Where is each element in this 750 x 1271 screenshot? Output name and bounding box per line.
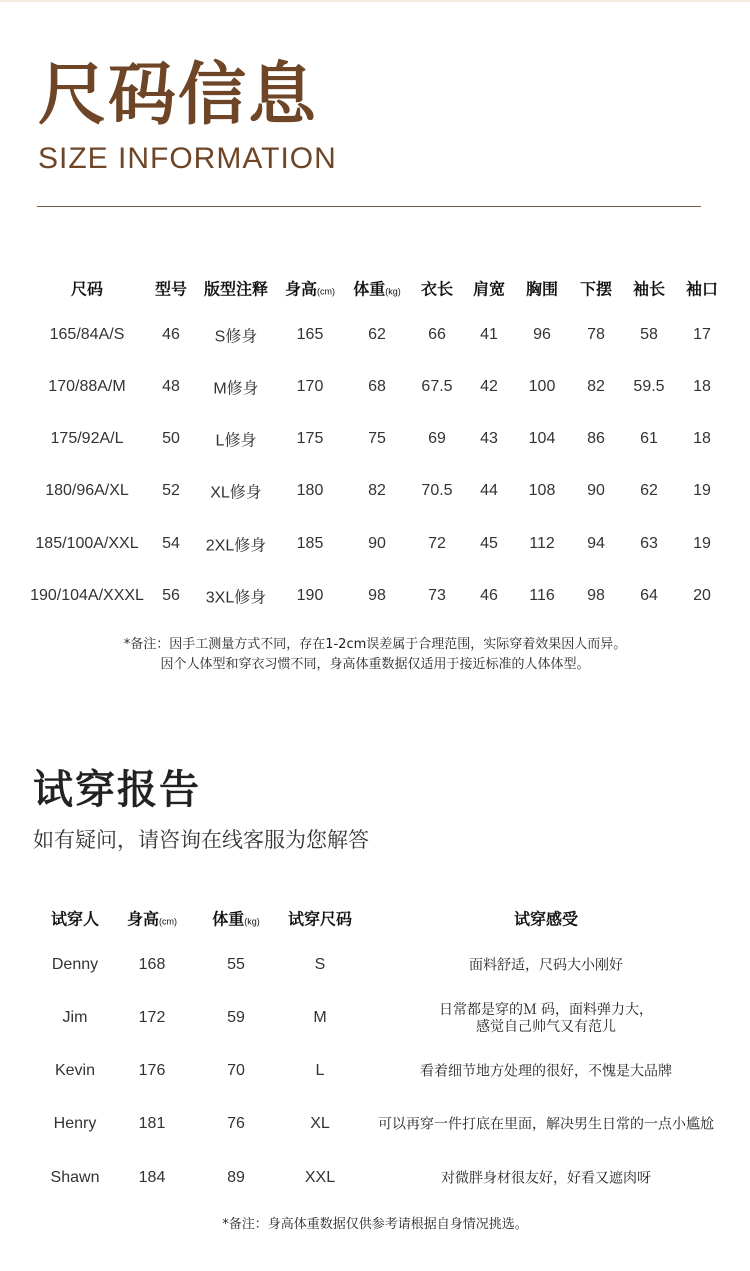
table-cell-text: 61 bbox=[640, 430, 658, 447]
table-cell-text: 175/92A/L bbox=[50, 430, 124, 447]
table-cell-text: 58 bbox=[640, 326, 658, 343]
table-cell bbox=[441, 1170, 651, 1187]
unit-label: (cm) bbox=[317, 286, 336, 297]
table-cell bbox=[55, 1062, 95, 1080]
table-cell bbox=[215, 324, 258, 347]
column-header bbox=[633, 277, 665, 300]
table-cell-text: 168 bbox=[138, 956, 166, 973]
table-cell bbox=[480, 535, 498, 553]
table-cell bbox=[139, 1062, 166, 1080]
table-cell-text: 98 bbox=[368, 587, 386, 604]
column-header bbox=[353, 277, 401, 300]
table-cell-text: 3XL修身 bbox=[205, 589, 267, 607]
table-cell bbox=[297, 326, 324, 344]
table-cell bbox=[63, 1009, 88, 1027]
column-header bbox=[127, 907, 177, 930]
table-cell-text: 70 bbox=[227, 1062, 245, 1079]
table-cell bbox=[297, 378, 324, 396]
table-cell-text: 180/96A/XL bbox=[45, 482, 129, 499]
table-cell bbox=[640, 587, 658, 605]
table-cell bbox=[368, 326, 386, 344]
table-cell-text: 面料舒适，尺码大小刚好 bbox=[469, 956, 623, 973]
table-cell bbox=[633, 378, 664, 396]
table-cell-text: Jim bbox=[62, 1009, 88, 1026]
table-cell-text: 52 bbox=[162, 482, 180, 499]
table-cell-text: 82 bbox=[368, 482, 386, 499]
table-cell bbox=[368, 587, 386, 605]
page-title: 尺码信息 bbox=[38, 56, 319, 135]
unit-label: (kg) bbox=[244, 916, 260, 927]
table-cell-text: 59.5 bbox=[633, 378, 665, 395]
column-header-text: 尺码 bbox=[70, 281, 104, 299]
table-cell-text: 172 bbox=[138, 1009, 166, 1026]
table-cell-text: 184 bbox=[138, 1169, 166, 1186]
table-cell bbox=[587, 378, 605, 396]
unit-label: (kg) bbox=[385, 286, 401, 297]
table-cell bbox=[368, 535, 386, 553]
table-cell bbox=[297, 587, 324, 605]
table-cell-text: 86 bbox=[587, 430, 605, 447]
table-cell bbox=[30, 587, 144, 605]
table-cell-text: 104 bbox=[528, 430, 556, 447]
table-cell-text: 2XL修身 bbox=[205, 537, 267, 555]
table-cell-text: Kevin bbox=[54, 1062, 96, 1079]
top-strip bbox=[0, 0, 750, 2]
table-cell-text: 18 bbox=[693, 378, 711, 395]
table-cell bbox=[428, 326, 446, 344]
column-header-text: 体重 bbox=[353, 281, 386, 299]
table-cell bbox=[227, 956, 245, 974]
table-cell bbox=[480, 326, 498, 344]
table-cell bbox=[693, 378, 711, 396]
table-cell bbox=[529, 535, 555, 553]
unit-label: (cm) bbox=[159, 916, 178, 927]
divider bbox=[37, 206, 701, 207]
table-cell-text: 41 bbox=[480, 326, 498, 343]
table-cell bbox=[480, 587, 498, 605]
table-cell-text: 190/104A/XXXL bbox=[30, 587, 144, 604]
table-cell-text: 43 bbox=[480, 430, 498, 447]
fitting-title: 试穿报告 bbox=[33, 767, 201, 813]
table-cell-text: 19 bbox=[693, 482, 711, 499]
table-cell-text: 46 bbox=[162, 326, 180, 343]
table-cell-text: Henry bbox=[53, 1115, 97, 1132]
column-header-text: 试穿感受 bbox=[513, 911, 579, 929]
table-cell-text: XL bbox=[310, 1115, 330, 1132]
table-cell bbox=[297, 535, 324, 553]
table-cell bbox=[421, 378, 452, 396]
table-cell bbox=[640, 430, 658, 448]
table-cell bbox=[139, 1009, 166, 1027]
table-cell-text: L bbox=[315, 1062, 325, 1079]
column-header bbox=[580, 277, 612, 300]
size-note-2: 因个人体型和穿衣习惯不同，身高体重数据仅适用于接近标准的人体体型。 bbox=[160, 657, 590, 672]
table-cell bbox=[529, 378, 556, 396]
column-header bbox=[288, 907, 352, 930]
table-cell-text: 76 bbox=[227, 1115, 245, 1132]
table-cell bbox=[693, 535, 711, 553]
table-cell-text: Denny bbox=[51, 956, 99, 973]
table-cell bbox=[297, 482, 324, 500]
table-cell bbox=[54, 1115, 97, 1133]
table-cell-text: 72 bbox=[428, 535, 446, 552]
table-cell-text: 68 bbox=[368, 378, 386, 395]
table-cell-text: 73 bbox=[428, 587, 446, 604]
table-cell bbox=[35, 535, 138, 553]
table-cell bbox=[428, 587, 446, 605]
fitting-subtitle: 如有疑问，请咨询在线客服为您解答 bbox=[33, 828, 369, 852]
table-cell bbox=[162, 587, 180, 605]
table-cell-text: 190 bbox=[296, 587, 324, 604]
column-header bbox=[155, 277, 187, 300]
table-cell-text: 日常都是穿的Ｍ 码，面料弹力大， 感觉自己帅气又有范儿 bbox=[439, 1001, 653, 1034]
table-cell-text: 59 bbox=[227, 1009, 245, 1026]
table-cell bbox=[529, 587, 555, 605]
table-cell bbox=[316, 1062, 325, 1080]
column-header bbox=[526, 277, 558, 300]
column-header bbox=[514, 907, 578, 930]
table-cell-text: 17 bbox=[693, 326, 711, 343]
table-cell bbox=[305, 1169, 335, 1187]
table-cell bbox=[693, 430, 711, 448]
table-cell-text: 70.5 bbox=[421, 482, 453, 499]
table-cell-text: 44 bbox=[480, 482, 498, 499]
table-cell bbox=[640, 326, 658, 344]
table-cell bbox=[162, 482, 180, 500]
table-cell bbox=[378, 1116, 714, 1133]
table-cell-text: 165/84A/S bbox=[49, 326, 125, 343]
table-cell bbox=[421, 482, 452, 500]
column-header bbox=[212, 907, 260, 930]
table-cell bbox=[480, 430, 498, 448]
table-cell bbox=[529, 430, 556, 448]
column-header-text: 身高 bbox=[126, 911, 160, 929]
table-cell bbox=[420, 1063, 672, 1080]
table-cell-text: 56 bbox=[162, 587, 180, 604]
table-cell-text: 69 bbox=[428, 430, 446, 447]
table-cell bbox=[368, 378, 386, 396]
page-subtitle: SIZE INFORMATION bbox=[38, 142, 337, 175]
table-cell bbox=[52, 956, 98, 974]
column-header-text: 身高 bbox=[284, 281, 318, 299]
table-cell-text: 90 bbox=[587, 482, 605, 499]
column-header bbox=[421, 277, 453, 300]
table-cell bbox=[693, 482, 711, 500]
table-cell-text: 48 bbox=[162, 378, 180, 395]
table-cell bbox=[693, 587, 711, 605]
table-cell bbox=[640, 535, 658, 553]
column-header-text: 试穿人 bbox=[50, 911, 100, 929]
table-cell bbox=[206, 585, 266, 608]
table-cell bbox=[368, 430, 386, 448]
column-header-text: 体重 bbox=[212, 911, 245, 929]
table-cell bbox=[533, 326, 551, 344]
table-cell-text: 50 bbox=[162, 430, 180, 447]
table-cell bbox=[227, 1115, 245, 1133]
table-cell-text: 66 bbox=[428, 326, 446, 343]
table-cell bbox=[587, 535, 605, 553]
table-cell-text: 对微胖身材很友好，好看又遮肉呀 bbox=[441, 1169, 651, 1186]
table-cell-text: 54 bbox=[162, 535, 180, 552]
table-cell-text: 78 bbox=[587, 326, 605, 343]
table-cell-text: 170 bbox=[296, 378, 324, 395]
table-cell bbox=[51, 430, 124, 448]
fitting-note: *备注：身高体重数据仅供参考请根据自身情况挑选。 bbox=[222, 1217, 528, 1232]
table-cell-text: 82 bbox=[587, 378, 605, 395]
table-cell-text: 112 bbox=[529, 535, 555, 552]
table-cell bbox=[227, 1062, 245, 1080]
table-cell bbox=[587, 430, 605, 448]
size-note-1: *备注：因手工测量方式不同，存在1-2cm误差属于合理范围，实际穿着效果因人而异。 bbox=[123, 637, 627, 652]
table-cell-text: L修身 bbox=[215, 432, 257, 450]
table-cell-text: 94 bbox=[587, 535, 605, 552]
table-cell bbox=[216, 428, 257, 451]
table-cell-text: 45 bbox=[480, 535, 498, 552]
table-cell bbox=[587, 587, 605, 605]
table-cell-text: 19 bbox=[693, 535, 711, 552]
table-cell bbox=[310, 1115, 330, 1133]
table-cell-text: 63 bbox=[640, 535, 658, 552]
column-header bbox=[686, 277, 718, 300]
table-cell bbox=[313, 1009, 326, 1027]
table-cell bbox=[693, 326, 711, 344]
column-header-text: 胸围 bbox=[525, 281, 559, 299]
table-cell-text: 62 bbox=[640, 482, 658, 499]
table-cell-text: 89 bbox=[227, 1169, 245, 1186]
table-cell-text: 64 bbox=[640, 587, 658, 604]
table-cell bbox=[213, 376, 258, 399]
table-cell-text: 75 bbox=[368, 430, 386, 447]
table-cell bbox=[139, 1169, 166, 1187]
table-cell bbox=[315, 956, 326, 974]
column-header-text: 版型注释 bbox=[203, 281, 269, 299]
table-cell bbox=[640, 482, 658, 500]
table-cell-text: 18 bbox=[693, 430, 711, 447]
table-cell bbox=[480, 378, 498, 396]
table-cell bbox=[162, 326, 180, 344]
table-cell-text: 185 bbox=[296, 535, 324, 552]
table-cell-text: 可以再穿一件打底在里面，解决男生日常的一点小尴尬 bbox=[378, 1115, 714, 1132]
column-header-text: 衣长 bbox=[420, 281, 454, 299]
table-cell bbox=[227, 1169, 245, 1187]
table-cell-text: 165 bbox=[296, 326, 324, 343]
table-cell bbox=[139, 956, 166, 974]
table-cell-text: 185/100A/XXL bbox=[35, 535, 139, 552]
column-header-text: 肩宽 bbox=[472, 281, 506, 299]
table-cell-text: 98 bbox=[587, 587, 605, 604]
table-cell-text: Shawn bbox=[50, 1169, 100, 1186]
table-cell bbox=[587, 482, 605, 500]
table-cell-text: 108 bbox=[528, 482, 556, 499]
table-cell-text: M bbox=[313, 1009, 327, 1026]
table-cell-text: 20 bbox=[693, 587, 711, 604]
table-cell-text: 90 bbox=[368, 535, 386, 552]
table-cell bbox=[368, 482, 386, 500]
table-cell bbox=[480, 482, 498, 500]
table-cell bbox=[162, 378, 180, 396]
table-cell-text: XXL bbox=[304, 1169, 336, 1186]
table-cell bbox=[587, 326, 605, 344]
table-cell-text: 180 bbox=[296, 482, 324, 499]
table-cell-text: 116 bbox=[529, 587, 555, 604]
table-cell bbox=[139, 1115, 166, 1133]
table-cell bbox=[162, 535, 180, 553]
table-cell-text: 176 bbox=[138, 1062, 166, 1079]
table-cell-text: XL修身 bbox=[210, 484, 262, 502]
table-cell bbox=[51, 1169, 100, 1187]
column-header-text: 型号 bbox=[154, 281, 188, 299]
table-cell-text: 55 bbox=[227, 956, 245, 973]
table-cell-text: S修身 bbox=[214, 328, 258, 346]
table-cell-text: 175 bbox=[296, 430, 324, 447]
table-cell bbox=[162, 430, 180, 448]
table-cell bbox=[206, 533, 266, 556]
table-cell-text: M修身 bbox=[213, 380, 259, 398]
table-cell-text: 100 bbox=[528, 378, 556, 395]
table-cell-text: 96 bbox=[533, 326, 551, 343]
table-cell-text: 42 bbox=[480, 378, 498, 395]
column-header bbox=[285, 277, 335, 300]
table-cell bbox=[210, 480, 262, 503]
column-header bbox=[71, 277, 103, 300]
table-cell-text: 67.5 bbox=[421, 378, 453, 395]
column-header bbox=[473, 277, 505, 300]
table-cell-text: 181 bbox=[138, 1115, 166, 1132]
table-cell bbox=[227, 1009, 245, 1027]
column-header bbox=[204, 277, 268, 300]
column-header bbox=[51, 907, 99, 930]
table-cell bbox=[428, 535, 446, 553]
column-header-text: 袖口 bbox=[685, 281, 719, 299]
column-header-text: 下摆 bbox=[579, 281, 613, 299]
table-cell-text: 46 bbox=[480, 587, 498, 604]
table-cell-text: 170/88A/M bbox=[48, 378, 126, 395]
table-cell-text: 62 bbox=[368, 326, 386, 343]
column-header-text: 试穿尺码 bbox=[287, 911, 353, 929]
table-cell bbox=[48, 378, 125, 396]
table-cell-text: S bbox=[314, 956, 326, 973]
table-cell bbox=[529, 482, 556, 500]
table-cell bbox=[469, 957, 623, 974]
table-cell bbox=[50, 326, 125, 344]
table-cell bbox=[439, 1001, 653, 1035]
table-cell-text: 看着细节地方处理的很好，不愧是大品牌 bbox=[420, 1062, 672, 1079]
table-cell bbox=[297, 430, 324, 448]
table-cell bbox=[45, 482, 129, 500]
table-cell bbox=[428, 430, 446, 448]
column-header-text: 袖长 bbox=[632, 281, 666, 299]
